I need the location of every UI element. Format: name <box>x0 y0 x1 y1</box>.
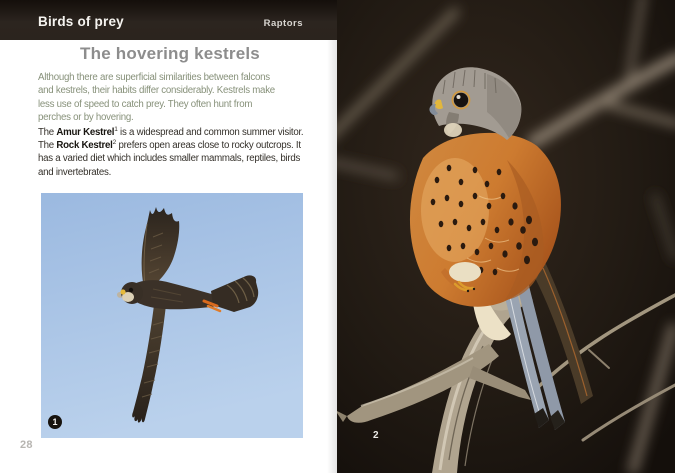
intro-line: perches or by hovering. <box>38 112 134 124</box>
intro-line: and kestrels, their habits differ considerably. Kestrels make <box>38 85 275 97</box>
species-text: prefers open areas close to rocky outcrops. It <box>116 140 301 152</box>
species-text: The <box>38 140 57 152</box>
amur-kestrel-flight-photo <box>41 193 303 438</box>
intro-line: less use of speed to catch prey. They often hunt from <box>38 98 253 110</box>
species-line: has a varied diet which includes smaller mammals, reptiles, birds <box>38 153 301 165</box>
species-paragraph <box>38 126 306 179</box>
photo-number-badge-1: 1 <box>48 415 62 429</box>
amur-kestrel-flight-illustration <box>41 193 303 438</box>
intro-paragraph <box>38 71 306 125</box>
species-line: and invertebrates. <box>38 166 112 178</box>
footnote-marker-1: 1 <box>114 125 118 133</box>
photo-number-2: 2 <box>373 430 379 441</box>
page-title: The hovering kestrels <box>80 44 260 63</box>
species-line <box>38 126 306 139</box>
header-bar <box>0 0 337 40</box>
species-text: is a widespread and common summer visitor. <box>117 127 304 138</box>
footnote-marker-2: 2 <box>112 138 116 146</box>
species-text: The <box>38 127 57 138</box>
right-page <box>337 0 675 473</box>
page-number-left: 28 <box>20 439 33 451</box>
intro-line: Although there are superficial similarities between falcons <box>38 72 270 83</box>
section-title: Birds of prey <box>38 14 124 29</box>
species-name-rock-kestrel: Rock Kestrel <box>56 140 113 152</box>
page-gutter-shadow <box>327 40 337 473</box>
left-page <box>0 0 337 473</box>
species-line <box>38 139 306 152</box>
rock-kestrel-perched-photo <box>337 0 675 473</box>
category-label: Raptors <box>263 18 303 29</box>
species-name-amur-kestrel: Amur Kestrel <box>56 127 115 138</box>
